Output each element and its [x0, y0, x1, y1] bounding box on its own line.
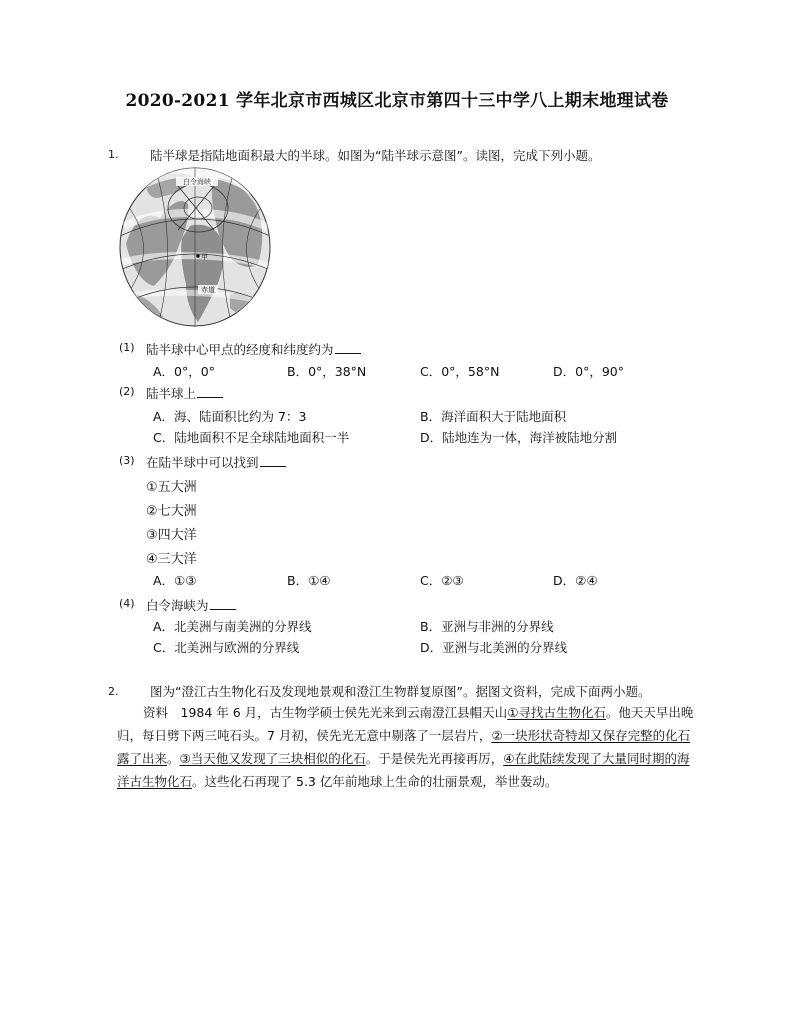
passage-underline-3: ③当天他又发现了三块相似的化石	[179, 751, 366, 766]
subq-2-stem: 陆半球上	[146, 384, 223, 402]
subq-3-item-2: ②七大洲	[146, 504, 197, 519]
subq-1-number: (1)	[119, 341, 135, 354]
question-2-number: 2.	[108, 685, 119, 698]
subq-2-option-a[interactable]: A．海、陆面积比约为 7：3	[153, 409, 307, 424]
subq-4-option-d[interactable]: D．亚洲与北美洲的分界线	[420, 640, 568, 655]
question-2-passage: 资料 1984 年 6 月，古生物学硕士侯先光来到云南澄江县帽天山①寻找古生物化石。他天天早出晚归，每日劈下两三吨石头。7 月初，侯先光无意中剔落了一层岩片，②一块形状奇特却又保存完整的化石露了出来。③当天他又发现了三块相似的化石。于是侯先光再接再厉，④在此陆续发现了大量同时期的海洋古生物化石。这些化石再现了 5.3 亿年前地球上生命的壮丽景观，举世轰动。	[117, 705, 694, 789]
equator-label: 赤道	[201, 286, 215, 294]
subq-4-option-a[interactable]: A．北美洲与南美洲的分界线	[153, 619, 312, 634]
paper-title: 2020-2021 学年北京市西城区北京市第四十三中学八上期末地理试卷	[125, 91, 669, 111]
passage-underline-4: ④在此陆续发现了大量同时期的海洋古生物化石	[117, 751, 690, 789]
subq-3-option-d[interactable]: D．②④	[553, 573, 598, 588]
subq-4-stem: 白令海峡为	[146, 596, 236, 614]
question-2-stem: 图为“澄江古生物化石及发现地景观和澄江生物群复原图”。据图文资料，完成下面两小题。	[150, 684, 651, 699]
subq-3-item-4: ④三大洋	[146, 552, 197, 567]
subq-4-option-b[interactable]: B．亚洲与非洲的分界线	[420, 619, 554, 634]
land-hemisphere-map	[118, 166, 272, 328]
subq-4-option-c[interactable]: C．北美洲与欧洲的分界线	[153, 640, 300, 655]
question-1-stem: 陆半球是指陆地面积最大的半球。如图为“陆半球示意图”。读图，完成下列小题。	[150, 148, 601, 163]
subq-3-item-3: ③四大洋	[146, 528, 197, 543]
subq-3-option-a[interactable]: A．①③	[153, 573, 197, 588]
subq-3-stem: 在陆半球中可以找到	[146, 453, 286, 471]
subq-1-option-b[interactable]: B．0°，38°N	[287, 364, 367, 379]
subq-2-option-c[interactable]: C．陆地面积不足全球陆地面积一半	[153, 430, 350, 445]
subq-2-option-d[interactable]: D．陆地连为一体，海洋被陆地分割	[420, 430, 618, 445]
subq-1-option-c[interactable]: C．0°，58°N	[420, 364, 500, 379]
subq-3-item-1: ①五大洲	[146, 480, 197, 495]
question-1-number: 1.	[108, 148, 119, 161]
point-jia-label: 甲	[201, 253, 208, 261]
passage-underline-2: ②一块形状奇特却又保存完整的化石露了出来	[117, 728, 691, 766]
subq-1-option-a[interactable]: A．0°，0°	[153, 364, 215, 379]
subq-2-option-b[interactable]: B．海洋面积大于陆地面积	[420, 409, 567, 424]
subq-1-option-d[interactable]: D．0°，90°	[553, 364, 624, 379]
bering-strait-label: 白令海峡	[183, 178, 211, 186]
point-jia-marker	[196, 254, 200, 258]
subq-3-number: (3)	[119, 454, 135, 467]
subq-3-option-c[interactable]: C．②③	[420, 573, 464, 588]
subq-2-number: (2)	[119, 385, 135, 398]
subq-4-number: (4)	[119, 597, 135, 610]
subq-3-option-b[interactable]: B．①④	[287, 573, 331, 588]
passage-underline-1: ①寻找古生物化石	[507, 705, 606, 720]
subq-1-stem: 陆半球中心甲点的经度和纬度约为	[146, 340, 361, 358]
